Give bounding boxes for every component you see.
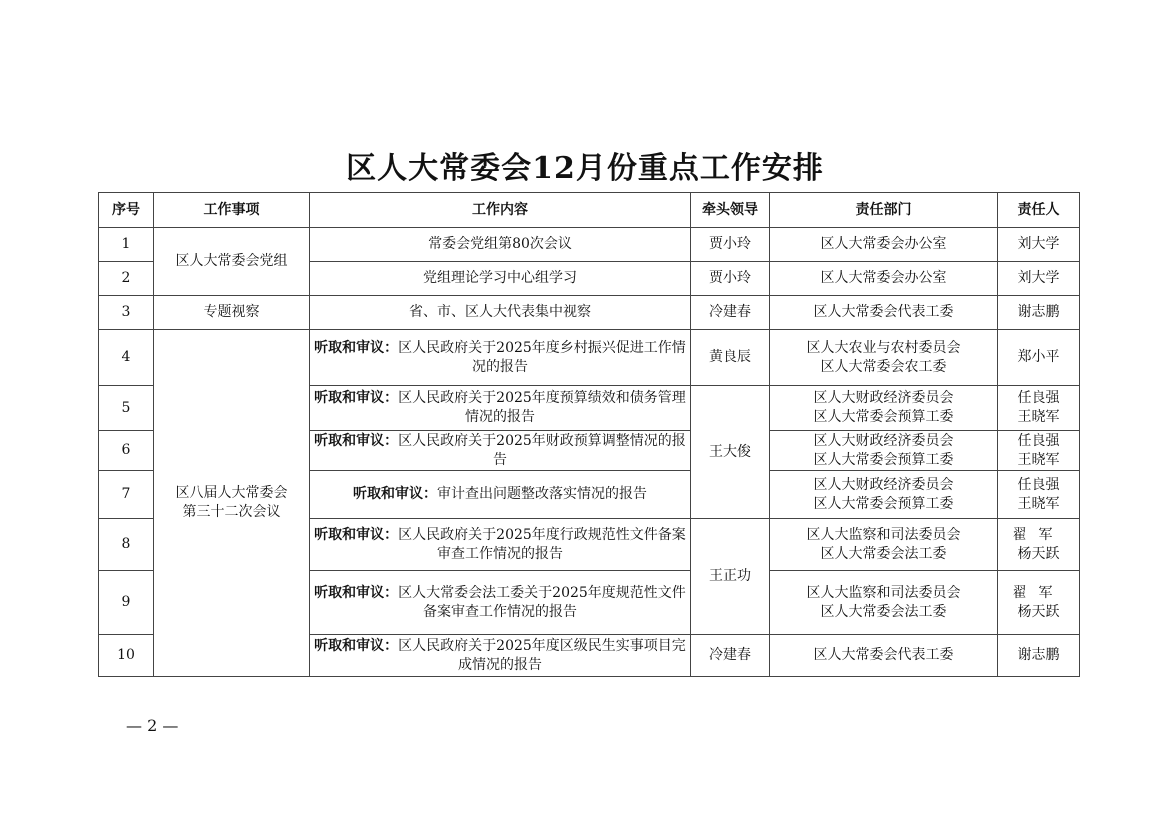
person-line: 王晓军	[1017, 495, 1060, 512]
content-prefix: 听取和审议：	[314, 432, 399, 449]
table-row	[99, 296, 1080, 330]
row-number: 5	[99, 386, 154, 431]
responsible-dept	[770, 519, 998, 571]
person-line: 刘大学	[1017, 270, 1060, 286]
work-item-party-group: 区人大常委会党组	[154, 228, 310, 296]
dept-line: 区人大常委会代表工委	[813, 304, 954, 320]
person-line: 郑小平	[1017, 349, 1060, 365]
responsible-dept	[770, 296, 998, 330]
session-line-1: 区八届人大常委会	[175, 485, 288, 501]
work-content	[310, 262, 691, 296]
lead-leader: 王大俊	[691, 386, 770, 519]
row-number: 8	[99, 519, 154, 571]
row-number: 6	[99, 431, 154, 471]
row-number: 7	[99, 471, 154, 519]
content-text: 区人民政府关于2025年财政预算调整情况的报告	[398, 432, 686, 468]
work-content	[310, 330, 691, 386]
work-content	[310, 228, 691, 262]
responsible-person	[998, 635, 1080, 677]
content-text: 区人民政府关于2025年度乡村振兴促进工作情况的报告	[398, 339, 686, 375]
dept-line: 区人大常委会预算工委	[813, 409, 954, 425]
dept-line: 区人大常委会代表工委	[813, 647, 954, 663]
col-header-item: 工作事项	[154, 193, 310, 228]
responsible-dept	[770, 431, 998, 471]
row-number: 1	[99, 228, 154, 262]
dept-line: 区人大常委会农工委	[820, 358, 947, 375]
work-item-session	[154, 330, 310, 677]
work-content	[310, 519, 691, 571]
dept-line: 区人大监察和司法委员会	[806, 584, 961, 601]
row-number: 4	[99, 330, 154, 386]
work-item-inspection: 专题视察	[154, 296, 310, 330]
table-row	[99, 228, 1080, 262]
dept-line: 区人大常委会预算工委	[813, 451, 954, 468]
responsible-person	[998, 228, 1080, 262]
responsible-person	[998, 386, 1080, 431]
responsible-dept	[770, 471, 998, 519]
work-schedule-table	[98, 192, 1080, 677]
dept-line: 区人大常委会办公室	[820, 270, 947, 286]
dept-line: 区人大常委会法工委	[820, 603, 947, 620]
content-text: 省、市、区人大代表集中视察	[409, 304, 591, 320]
dept-line: 区人大财政经济委员会	[813, 432, 954, 449]
lead-leader: 黄良辰	[691, 330, 770, 386]
page-number: — 2 —	[126, 716, 179, 735]
session-line-2: 第三十二次会议	[182, 504, 281, 520]
lead-leader: 冷建春	[691, 635, 770, 677]
responsible-person	[998, 571, 1080, 635]
responsible-person	[998, 296, 1080, 330]
col-header-content: 工作内容	[310, 193, 691, 228]
person-line: 翟军	[1012, 584, 1065, 601]
person-line: 任良强	[1017, 390, 1060, 406]
content-text: 审计查出问题整改落实情况的报告	[437, 486, 647, 502]
responsible-person	[998, 330, 1080, 386]
content-text: 区人民政府关于2025年度预算绩效和债务管理情况的报告	[398, 390, 686, 425]
content-prefix: 听取和审议：	[353, 486, 437, 502]
person-line: 任良强	[1017, 432, 1060, 449]
dept-line: 区人大农业与农村委员会	[806, 339, 961, 356]
content-prefix: 听取和审议：	[314, 584, 399, 601]
person-line: 翟军	[1012, 526, 1065, 543]
person-line: 谢志鹏	[1017, 647, 1060, 663]
row-number: 10	[99, 635, 154, 677]
work-content	[310, 296, 691, 330]
col-header-no: 序号	[99, 193, 154, 228]
work-content	[310, 386, 691, 431]
work-content	[310, 571, 691, 635]
person-line: 王晓军	[1017, 409, 1060, 425]
content-text: 常委会党组第80次会议	[428, 236, 572, 252]
dept-line: 区人大常委会办公室	[820, 236, 947, 252]
col-header-person: 责任人	[998, 193, 1080, 228]
dept-line: 区人大财政经济委员会	[813, 390, 954, 406]
responsible-person	[998, 431, 1080, 471]
lead-leader: 王正功	[691, 519, 770, 635]
content-text: 区人民政府关于2025年度区级民生实事项目完成情况的报告	[398, 637, 686, 673]
lead-leader: 贾小玲	[691, 228, 770, 262]
person-line: 杨天跃	[1017, 603, 1060, 620]
work-content	[310, 471, 691, 519]
row-number: 9	[99, 571, 154, 635]
responsible-dept	[770, 330, 998, 386]
responsible-dept	[770, 262, 998, 296]
dept-line: 区人大财政经济委员会	[813, 476, 954, 493]
person-line: 杨天跃	[1017, 545, 1060, 562]
col-header-leader: 牵头领导	[691, 193, 770, 228]
person-line: 王晓军	[1017, 451, 1060, 468]
row-number: 3	[99, 296, 154, 330]
responsible-dept	[770, 386, 998, 431]
responsible-dept	[770, 571, 998, 635]
person-line: 谢志鹏	[1017, 304, 1060, 320]
row-number: 2	[99, 262, 154, 296]
content-prefix: 听取和审议：	[314, 526, 399, 543]
col-header-dept: 责任部门	[770, 193, 998, 228]
responsible-person	[998, 519, 1080, 571]
lead-leader: 冷建春	[691, 296, 770, 330]
responsible-person	[998, 471, 1080, 519]
content-prefix: 听取和审议：	[314, 637, 399, 654]
work-content	[310, 431, 691, 471]
page-title: 区人大常委会12月份重点工作安排	[346, 151, 824, 186]
responsible-person	[998, 262, 1080, 296]
content-text: 区人民政府关于2025年度行政规范性文件备案审查工作情况的报告	[398, 526, 686, 562]
table-header-row	[99, 193, 1080, 228]
lead-leader: 贾小玲	[691, 262, 770, 296]
content-prefix: 听取和审议：	[314, 390, 399, 406]
content-prefix: 听取和审议：	[314, 339, 399, 356]
person-line: 任良强	[1017, 476, 1060, 493]
work-content	[310, 635, 691, 677]
table-row	[99, 330, 1080, 386]
person-line: 刘大学	[1017, 236, 1060, 252]
dept-line: 区人大常委会法工委	[820, 545, 947, 562]
content-text: 区人大常委会法工委关于2025年度规范性文件备案审查工作情况的报告	[398, 584, 686, 620]
responsible-dept	[770, 228, 998, 262]
dept-line: 区人大常委会预算工委	[813, 495, 954, 512]
dept-line: 区人大监察和司法委员会	[806, 526, 961, 543]
responsible-dept	[770, 635, 998, 677]
content-text: 党组理论学习中心组学习	[423, 270, 577, 286]
